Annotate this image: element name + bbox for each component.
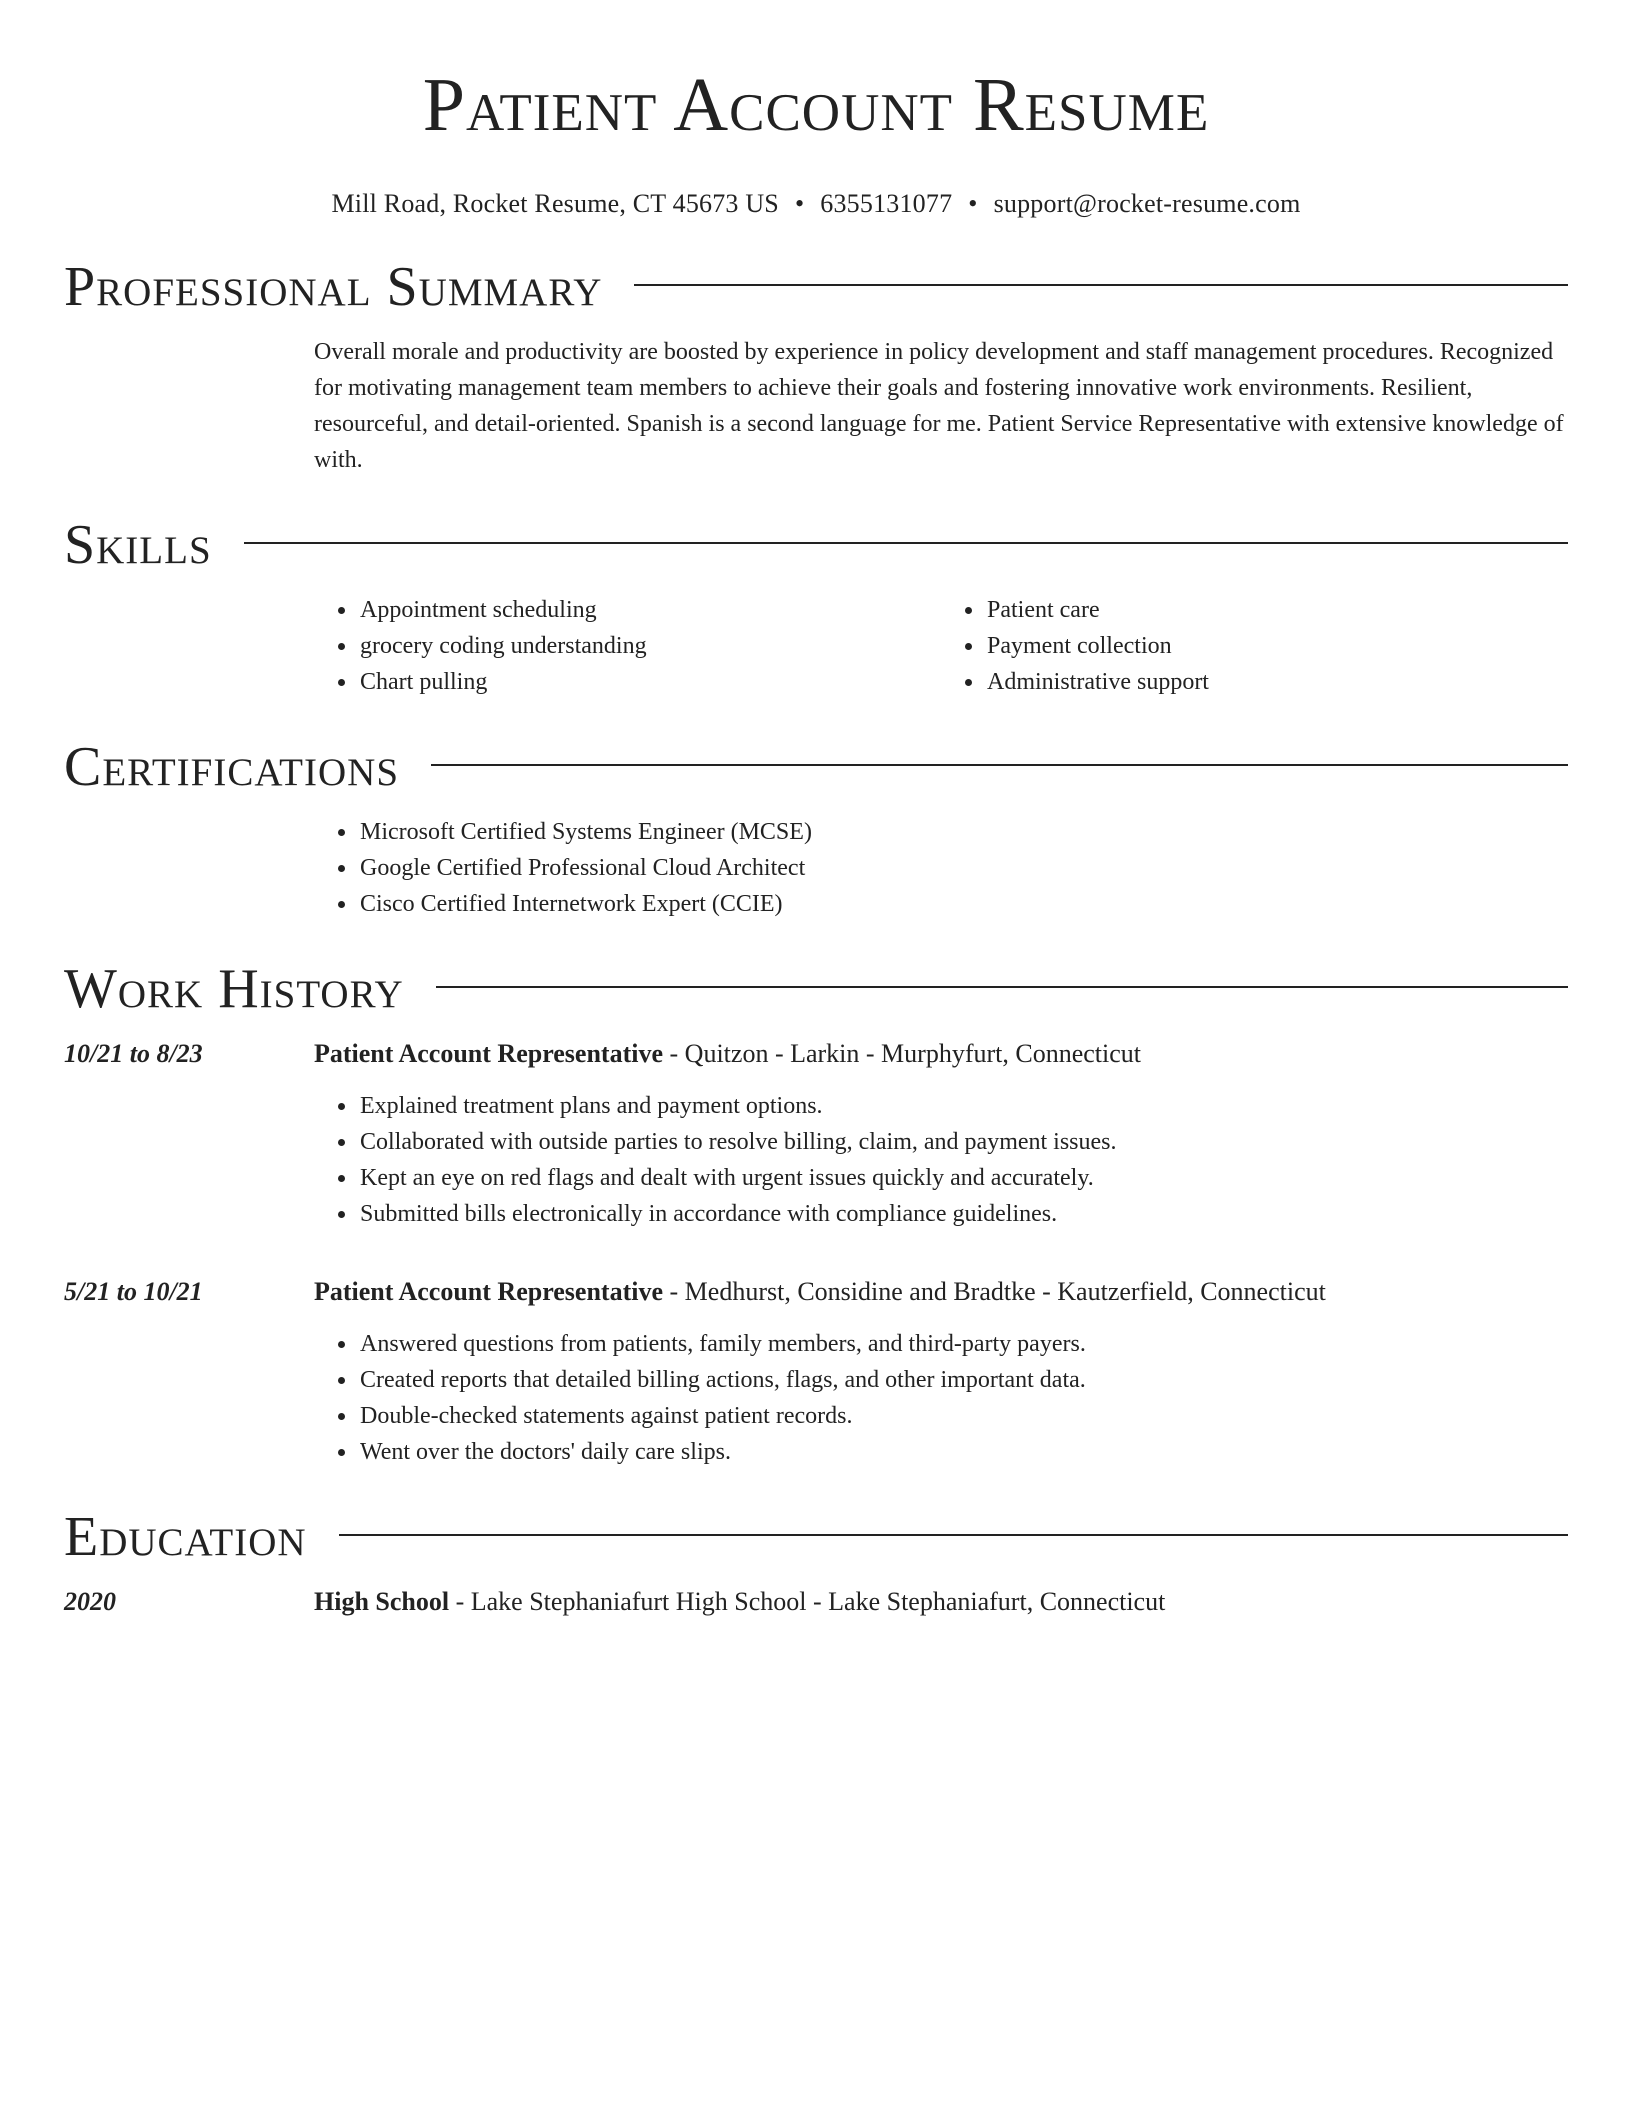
job-duty: • Collaborated with outside parties to resolve billing, claim, and payment issues. bbox=[358, 1124, 1568, 1160]
job-dates: 5/21 to 10/21 bbox=[64, 1277, 203, 1306]
job-details bbox=[314, 1274, 1568, 1470]
section-header bbox=[64, 1504, 1568, 1570]
section-title: Certifications bbox=[64, 736, 400, 798]
section-divider bbox=[634, 284, 1568, 286]
section-title: Professional Summary bbox=[64, 256, 603, 318]
job-duty: • Kept an eye on red flags and dealt with urgent issues quickly and accurately. bbox=[358, 1160, 1568, 1196]
section-header bbox=[64, 512, 1568, 578]
section-divider bbox=[339, 1534, 1568, 1536]
skill-item: • Patient care bbox=[985, 592, 1568, 628]
certification-item: • Cisco Certified Internetwork Expert (CCIE) bbox=[358, 886, 1568, 922]
job-details bbox=[314, 1036, 1568, 1232]
job-entry bbox=[64, 1036, 1568, 1232]
certifications-section bbox=[64, 734, 1568, 922]
section-header bbox=[64, 956, 1568, 1022]
resume-name: Patient Account Resume bbox=[422, 63, 1210, 147]
contact-separator: • bbox=[968, 189, 978, 218]
skills-section bbox=[64, 512, 1568, 700]
phone: 6355131077 bbox=[820, 189, 953, 218]
job-duty: • Explained treatment plans and payment options. bbox=[358, 1088, 1568, 1124]
job-duty: • Answered questions from patients, family members, and third-party payers. bbox=[358, 1326, 1568, 1362]
certifications-list bbox=[314, 814, 1568, 922]
summary-section bbox=[64, 254, 1568, 478]
skills-column-right bbox=[941, 592, 1568, 700]
section-divider bbox=[244, 542, 1568, 544]
summary-body bbox=[314, 334, 1568, 478]
summary-text: Overall morale and productivity are boosted by experience in policy development and staff management procedures. Recognized for motivating management team members to achieve their goals and fostering innovative work environments. Resilient, resourceful, and detail-oriented. Spanish is a second language for me. Patient Service Representative with extensive knowledge of with. bbox=[314, 339, 1564, 473]
certification-item: • Microsoft Certified Systems Engineer (MCSE) bbox=[358, 814, 1568, 850]
skill-item: • Payment collection bbox=[985, 628, 1568, 664]
job-duty: • Submitted bills electronically in accordance with compliance guidelines. bbox=[358, 1196, 1568, 1232]
education-details bbox=[314, 1584, 1568, 1620]
job-entry bbox=[64, 1274, 1568, 1470]
skill-item: • Administrative support bbox=[985, 664, 1568, 700]
job-title-line bbox=[314, 1036, 1568, 1072]
work-history-section bbox=[64, 956, 1568, 1470]
job-company: - Medhurst, Considine and Bradtke - Kautzerfield, Connecticut bbox=[663, 1277, 1326, 1306]
section-title: Work History bbox=[64, 958, 404, 1020]
job-duties bbox=[314, 1326, 1568, 1470]
contact-separator: • bbox=[794, 189, 805, 218]
job-title-line bbox=[314, 1274, 1568, 1310]
section-title: Skills bbox=[64, 514, 212, 576]
job-duties bbox=[314, 1088, 1568, 1232]
education-entry bbox=[64, 1584, 1568, 1620]
skill-item: • Chart pulling bbox=[358, 664, 941, 700]
education-year: 2020 bbox=[64, 1587, 116, 1616]
job-duty: • Went over the doctors' daily care slips. bbox=[358, 1434, 1568, 1470]
education-line bbox=[314, 1584, 1568, 1620]
education-school: - Lake Stephaniafurt High School - Lake Stephaniafurt, Connecticut bbox=[449, 1587, 1166, 1616]
skills-column-left bbox=[314, 592, 941, 700]
section-header bbox=[64, 734, 1568, 800]
skill-item: • Appointment scheduling bbox=[358, 592, 941, 628]
skills-list bbox=[314, 592, 1568, 700]
job-duty: • Double-checked statements against patient records. bbox=[358, 1398, 1568, 1434]
certification-item: • Google Certified Professional Cloud Architect bbox=[358, 850, 1568, 886]
section-divider bbox=[436, 986, 1568, 988]
email: support@rocket-resume.com bbox=[993, 189, 1301, 218]
education-section bbox=[64, 1504, 1568, 1620]
section-header bbox=[64, 254, 1568, 320]
contact-line bbox=[64, 188, 1568, 220]
job-company: - Quitzon - Larkin - Murphyfurt, Connecticut bbox=[663, 1039, 1142, 1068]
job-role: Patient Account Representative bbox=[314, 1039, 664, 1068]
job-duty: • Created reports that detailed billing actions, flags, and other important data. bbox=[358, 1362, 1568, 1398]
job-role: Patient Account Representative bbox=[314, 1277, 664, 1306]
skill-item: • grocery coding understanding bbox=[358, 628, 941, 664]
education-degree: High School bbox=[314, 1587, 450, 1616]
section-title: Education bbox=[64, 1506, 307, 1568]
job-dates: 10/21 to 8/23 bbox=[64, 1039, 203, 1068]
section-divider bbox=[431, 764, 1568, 766]
address: Mill Road, Rocket Resume, CT 45673 US bbox=[331, 189, 779, 218]
